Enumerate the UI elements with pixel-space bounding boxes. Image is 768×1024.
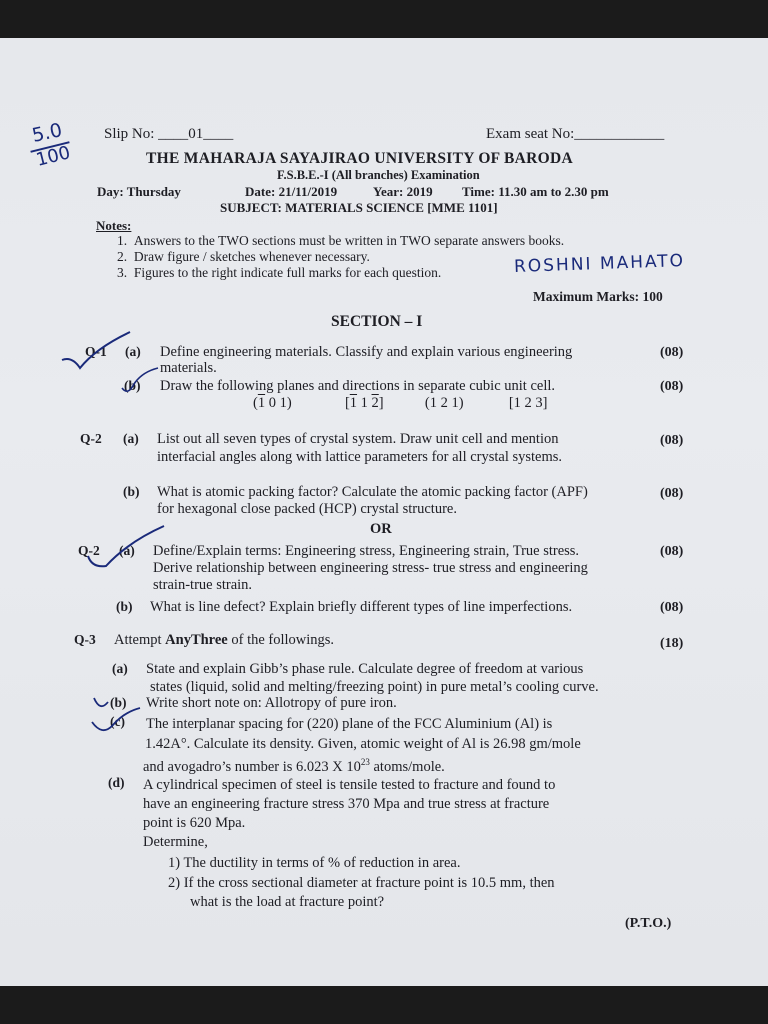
question-label-q2: Q-2 xyxy=(80,431,102,446)
university-name: THE MAHARAJA SAYAJIRAO UNIVERSITY OF BARODA xyxy=(146,150,574,167)
handwritten-score: 5.0 xyxy=(30,119,65,147)
q2alt-b-marks: (08) xyxy=(660,600,684,615)
exam-name: F.S.B.E.-I (All branches) Examination xyxy=(277,168,480,182)
q2b-line2: for hexagonal close packed (HCP) crystal structure. xyxy=(157,501,457,517)
exam-time: Time: 11.30 am to 2.30 pm xyxy=(462,184,609,199)
q1b-label: (b) xyxy=(124,378,141,393)
handwritten-total: 100 xyxy=(33,142,73,171)
question-label-q1: Q-1 xyxy=(85,344,107,359)
q2alt-a-label: (a) xyxy=(119,543,135,558)
q3c-label: (c) xyxy=(110,714,125,729)
q2alt-a-line3: strain-true strain. xyxy=(153,577,253,593)
exam-year: Year: 2019 xyxy=(373,184,433,199)
q3a-line2: states (liquid, solid and melting/freezing point) in pure metal’s cooling curve. xyxy=(150,679,599,695)
q3d-sub2: 2) If the cross sectional diameter at fracture point is 10.5 mm, then xyxy=(168,875,555,891)
q3c-line2: 1.42A°. Calculate its density. Given, atomic weight of Al is 26.98 gm/mole xyxy=(145,736,581,752)
or-separator: OR xyxy=(370,521,392,537)
note-1: 1. Answers to the TWO sections must be written in TWO separate answers books. xyxy=(117,233,565,248)
q2alt-a-line2: Derive relationship between engineering stress- true stress and engineering xyxy=(153,560,588,576)
q3-marks: (18) xyxy=(660,636,684,651)
notes-title: Notes: xyxy=(96,218,132,233)
note-3: 3. Figures to the right indicate full marks for each question. xyxy=(117,265,442,280)
q2alt-b-label: (b) xyxy=(116,599,133,614)
q3d-sub1: 1) The ductility in terms of % of reduction in area. xyxy=(168,855,461,871)
q2a-line1: List out all seven types of crystal system. Draw unit cell and mention xyxy=(157,431,559,447)
check-mark-icon xyxy=(84,522,174,578)
exam-seat-number: Exam seat No:____________ xyxy=(486,126,665,142)
check-mark-icon xyxy=(118,366,168,396)
exam-subject: SUBJECT: MATERIALS SCIENCE [MME 1101] xyxy=(220,200,498,215)
q1a-line2: materials. xyxy=(160,360,217,376)
q3a-line1: State and explain Gibb’s phase rule. Calculate degree of freedom at various xyxy=(146,661,584,677)
q3d-line4: Determine, xyxy=(143,834,208,850)
q2b-line1: What is atomic packing factor? Calculate the atomic packing factor (APF) xyxy=(157,484,588,500)
exam-paper xyxy=(0,38,768,986)
q3b-line1: Write short note on: Allotropy of pure iron. xyxy=(146,695,397,711)
exam-date: Date: 21/11/2019 xyxy=(245,184,338,199)
q1b-line1: Draw the following planes and directions in separate cubic unit cell. xyxy=(160,378,555,394)
q2a-line2: interfacial angles along with lattice parameters for all crystal systems. xyxy=(157,449,563,465)
q1b-marks: (08) xyxy=(660,379,684,394)
section-title: SECTION – I xyxy=(331,313,423,330)
q3b-label: (b) xyxy=(110,695,127,710)
q2alt-a-line1: Define/Explain terms: Engineering stress, Engineering strain, True stress. xyxy=(153,543,580,559)
q1a-marks: (08) xyxy=(660,345,684,360)
q3d-label: (d) xyxy=(108,775,125,790)
q2a-marks: (08) xyxy=(660,433,684,448)
q2alt-a-marks: (08) xyxy=(660,544,684,559)
q2b-marks: (08) xyxy=(660,486,684,501)
q3a-label: (a) xyxy=(112,661,128,676)
exam-day: Day: Thursday xyxy=(97,184,181,199)
q2a-label: (a) xyxy=(123,431,139,446)
check-mark-icon xyxy=(88,686,152,742)
q3d-line2: have an engineering fracture stress 370 Mpa and true stress at fracture xyxy=(143,796,550,812)
q3c-line3: and avogadro’s number is 6.023 X $10^{23}$ atoms/mole. xyxy=(143,757,445,775)
q3d-line3: point is 620 Mpa. xyxy=(143,815,246,831)
question-label-q2-alt: Q-2 xyxy=(78,543,100,558)
handwritten-name: ROSHNI MAHATO xyxy=(513,251,686,277)
q2alt-b-line1: What is line defect? Explain briefly different types of line imperfections. xyxy=(150,599,573,615)
q3d-line1: A cylindrical specimen of steel is tensile tested to fracture and found to xyxy=(143,777,556,793)
page-turn-note: (P.T.O.) xyxy=(625,916,672,931)
slip-number: Slip No: ____01____ xyxy=(104,126,234,142)
q1a-label: (a) xyxy=(125,344,141,359)
q1b-planes: (1 0 1) [1 1 2] (1 2 1) [1 2 3] xyxy=(253,395,548,411)
q2b-label: (b) xyxy=(123,484,140,499)
note-2: 2. Draw figure / sketches whenever necessary. xyxy=(117,249,370,264)
q1a-line1: Define engineering materials. Classify and explain various engineering xyxy=(160,344,573,360)
q3c-line1: The interplanar spacing for (220) plane of the FCC Aluminium (Al) is xyxy=(146,716,553,732)
maximum-marks: Maximum Marks: 100 xyxy=(533,289,663,304)
question-label-q3: Q-3 xyxy=(74,632,96,647)
q3-intro: Attempt AnyThree of the followings. xyxy=(114,632,335,648)
q3d-sub2-cont: what is the load at fracture point? xyxy=(190,894,385,910)
